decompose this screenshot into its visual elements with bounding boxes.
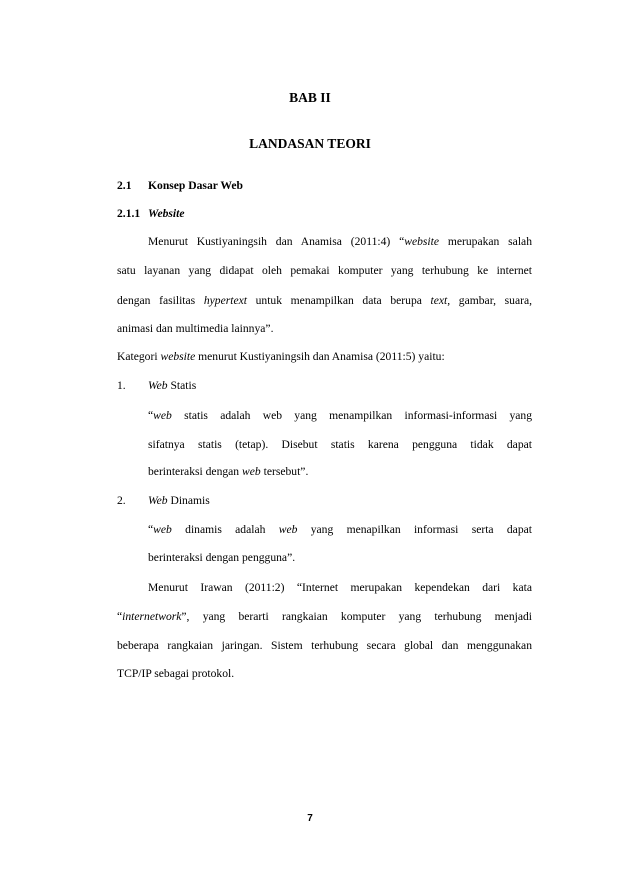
italic-term: text (430, 294, 448, 307)
text-run: “ (148, 409, 154, 422)
list-number: 2. (117, 494, 126, 507)
paragraph-line: TCP/IP sebagai protokol. (117, 667, 235, 680)
text-run: merupakan salah (439, 235, 532, 248)
text-run: menurut Kustiyaningsih dan Anamisa (2011:5) yaitu: (195, 350, 445, 363)
text-run: tersebut”. (260, 465, 309, 478)
text-run: Menurut Kustiyaningsih dan Anamisa (2011:4) “ (148, 235, 405, 248)
paragraph-line (117, 609, 532, 625)
paragraph-line: animasi dan multimedia lainnya”. (117, 322, 274, 335)
italic-term: internetwork (122, 610, 182, 623)
paragraph-line: beberapa rangkaian jaringan. Sistem terhubung secara global dan menggunakan (117, 639, 532, 652)
text-run: “ (117, 610, 123, 623)
paragraph-line (148, 522, 532, 538)
text-run: ”, yang berarti rangkaian komputer yang terhubung menjadi (181, 610, 532, 623)
section-number: 2.1 (117, 179, 132, 192)
kategori-line (117, 350, 445, 363)
subsection-number: 2.1.1 (117, 207, 141, 220)
italic-term: website (160, 350, 196, 363)
italic-term: web (153, 523, 172, 536)
page-number: 7 (307, 813, 313, 824)
paragraph-line: berinteraksi dengan pengguna”. (148, 551, 296, 564)
italic-term: website (404, 235, 440, 248)
italic-term: Web (148, 494, 168, 507)
italic-term: web (242, 465, 261, 478)
text-run: dengan fasilitas (117, 294, 204, 307)
text-run: statis adalah web yang menampilkan informasi-informasi yang (171, 409, 532, 422)
paragraph-line (148, 408, 532, 424)
text-run: yang menapilkan informasi serta dapat (297, 523, 532, 536)
paragraph-line: Menurut Irawan (2011:2) “Internet merupakan kependekan dari kata (148, 581, 532, 594)
text-run: Kategori (117, 350, 161, 363)
italic-term: web (278, 523, 298, 536)
text-run: , gambar, suara, (447, 294, 532, 307)
italic-term: web (153, 409, 172, 422)
chapter-label: BAB II (289, 90, 331, 105)
paragraph-line (117, 293, 532, 309)
paragraph-line (148, 234, 532, 250)
text-run: dinamis adalah (171, 523, 279, 536)
paragraph-line: satu layanan yang didapat oleh pemakai komputer yang terhubung ke internet (117, 264, 532, 277)
text-run: Statis (167, 379, 197, 392)
paragraph-line (148, 465, 308, 478)
list-item-title (148, 494, 210, 507)
list-item-title (148, 379, 196, 392)
subsection-title: Website (148, 207, 185, 220)
text-run: berinteraksi dengan (148, 465, 243, 478)
text-run: Dinamis (167, 494, 210, 507)
text-run: “ (148, 523, 154, 536)
italic-term: hypertext (203, 294, 247, 307)
chapter-title: LANDASAN TEORI (249, 136, 371, 151)
text-run: untuk menampilkan data berupa (246, 294, 431, 307)
italic-term: Web (148, 379, 168, 392)
section-title: Konsep Dasar Web (148, 179, 243, 192)
list-number: 1. (117, 379, 126, 392)
paragraph-line: sifatnya statis (tetap). Disebut statis karena pengguna tidak dapat (148, 438, 532, 451)
